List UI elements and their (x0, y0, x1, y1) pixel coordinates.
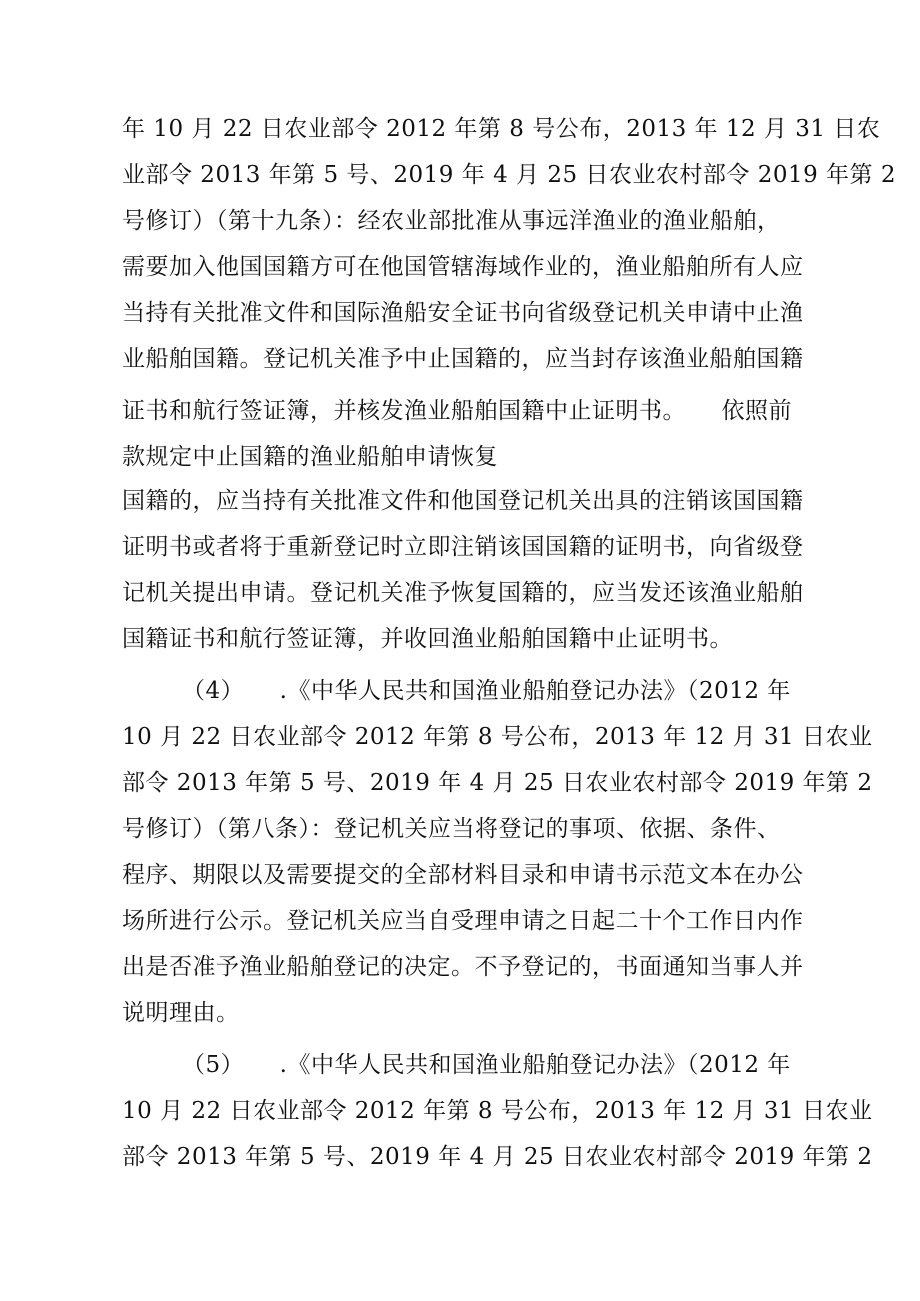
text-line: 部令 2013 年第 5 号、2019 年 4 月 25 日农业农村部令 2019 年第 2 (122, 1144, 873, 1170)
text-line: 年 10 月 22 日农业部令 2012 年第 8 号公布，2013 年 12 月 31 日农 (122, 116, 881, 142)
text-line: 10 月 22 日农业部令 2012 年第 8 号公布，2013 年 12 月 31 日农业 (122, 724, 873, 750)
text-line: 证明书或者将于重新登记时立即注销该国国籍的证明书，向省级登 (122, 534, 804, 560)
text-line: 程序、期限以及需要提交的全部材料目录和申请书示范文本在办公 (122, 862, 804, 888)
text-line: 号修订）（第十九条）：经农业部批准从事远洋渔业的渔业船舶， (122, 208, 781, 234)
list-item-heading: （5） .《中华人民共和国渔业船舶登记办法》（2012 年 (182, 1052, 791, 1078)
text-line: 国籍证书和航行签证簿，并收回渔业船舶国籍中止证明书。 (122, 626, 733, 652)
text-line: 出是否准予渔业船舶登记的决定。不予登记的，书面通知当事人并 (122, 954, 804, 980)
text-line: 部令 2013 年第 5 号、2019 年 4 月 25 日农业农村部令 2019 年第 2 (122, 770, 873, 796)
list-item-heading: （4） .《中华人民共和国渔业船舶登记办法》（2012 年 (182, 678, 791, 704)
text-line: 证书和航行签证簿，并核发渔业船舶国籍中止证明书。 依照前 (122, 398, 792, 424)
text-line: 说明理由。 (122, 1000, 240, 1026)
text-line: 需要加入他国国籍方可在他国管辖海域作业的，渔业船舶所有人应 (122, 254, 804, 280)
text-line: 10 月 22 日农业部令 2012 年第 8 号公布，2013 年 12 月 31 日农业 (122, 1098, 873, 1124)
text-line: 国籍的，应当持有关批准文件和他国登记机关出具的注销该国国籍 (122, 488, 804, 514)
text-line: 业船舶国籍。登记机关准予中止国籍的，应当封存该渔业船舶国籍 (122, 346, 804, 372)
text-line: 业部令 2013 年第 5 号、2019 年 4 月 25 日农业农村部令 2019 年第 2 (122, 162, 896, 188)
text-line: 号修订）（第八条）：登记机关应当将登记的事项、依据、条件、 (122, 816, 781, 842)
text-line: 记机关提出申请。登记机关准予恢复国籍的，应当发还该渔业船舶 (122, 580, 804, 606)
text-line: 当持有关批准文件和国际渔船安全证书向省级登记机关申请中止渔 (122, 300, 804, 326)
text-line: 场所进行公示。登记机关应当自受理申请之日起二十个工作日内作 (122, 908, 804, 934)
text-line: 款规定中止国籍的渔业船舶申请恢复 (122, 444, 498, 470)
